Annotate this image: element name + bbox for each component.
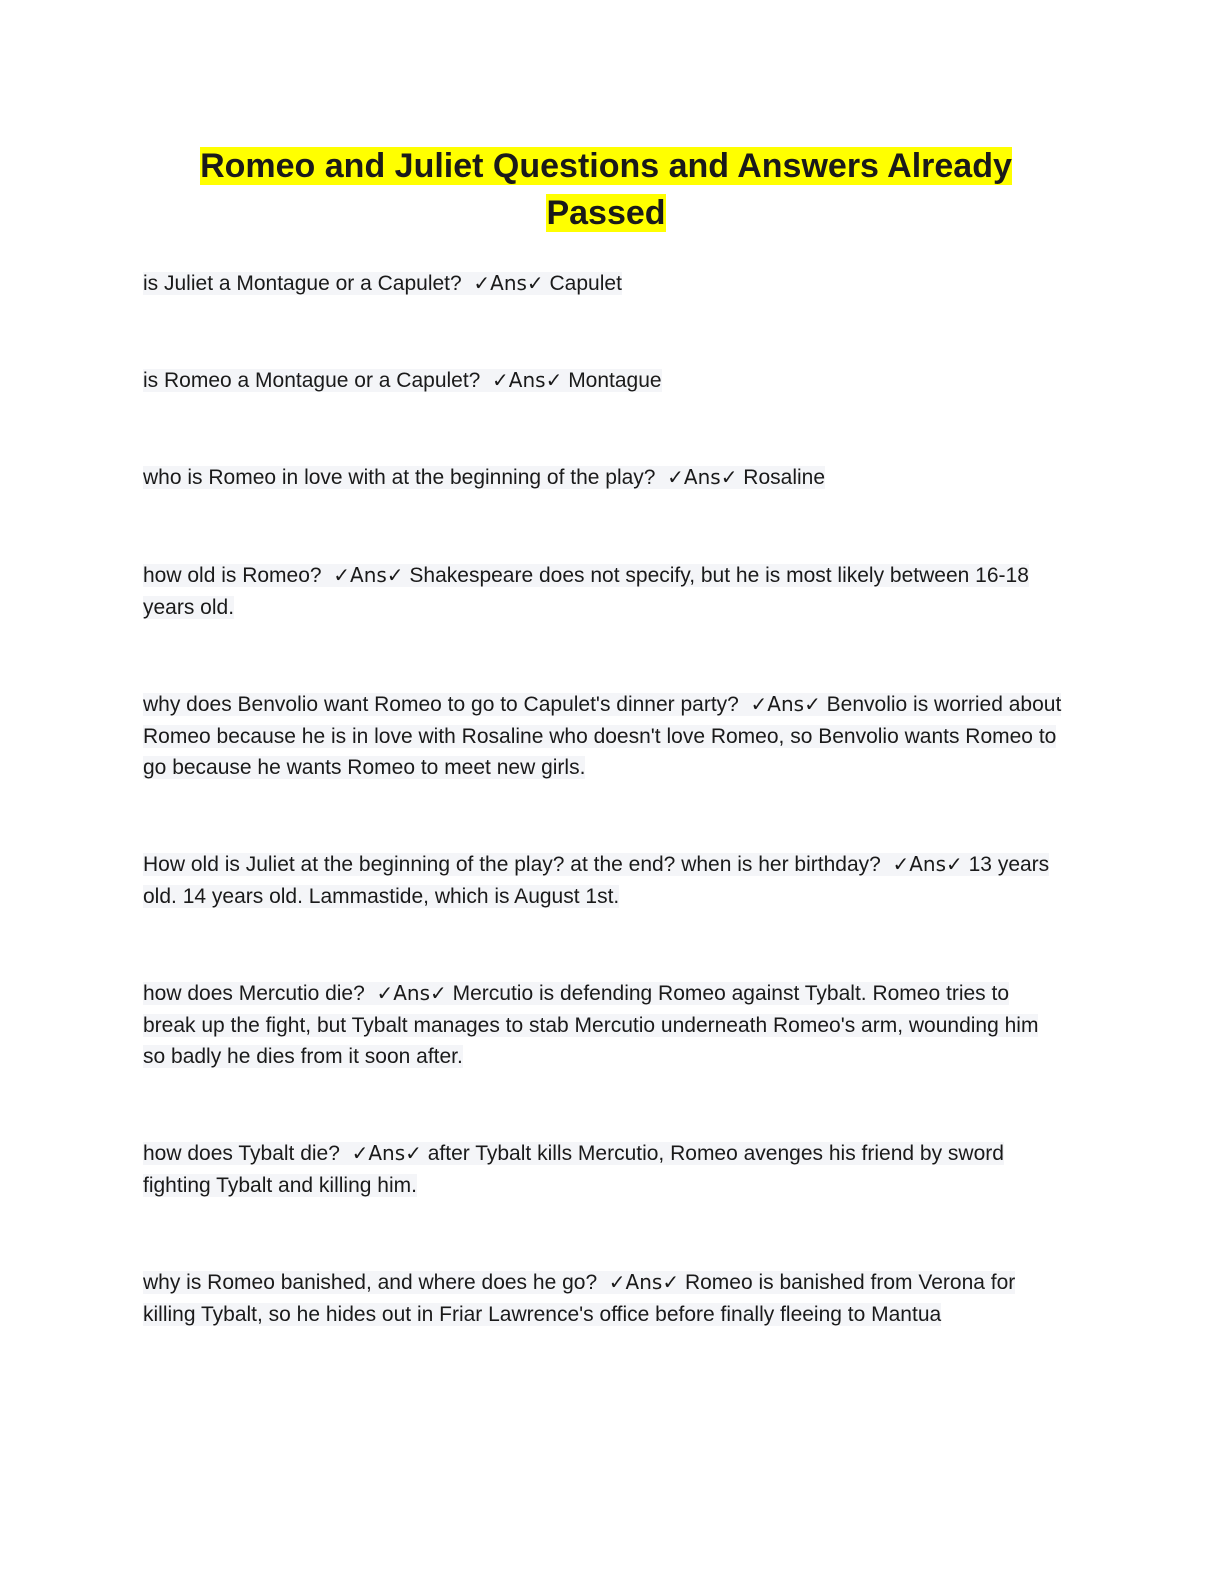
question-text: why is Romeo banished, and where does he go? xyxy=(143,1271,598,1294)
question-text: How old is Juliet at the beginning of the play? at the end? when is her birthday? xyxy=(143,853,881,876)
qa-item-9 xyxy=(143,1267,1063,1330)
answer-text: after Tybalt kills Mercutio, Romeo avenges his friend by sword fighting Tybalt and killing him. xyxy=(143,1142,1004,1197)
answer-text: Capulet xyxy=(549,272,622,295)
answer-marker: ✓Ans✓ xyxy=(892,852,963,876)
answer-marker: ✓Ans✓ xyxy=(667,465,738,489)
question-text: is Romeo a Montague or a Capulet? xyxy=(143,369,481,392)
qa-item-8 xyxy=(143,1138,1063,1201)
qa-item-2 xyxy=(143,365,1063,397)
question-text: how does Tybalt die? xyxy=(143,1142,340,1165)
answer-text: Shakespeare does not specify, but he is most likely between 16-18 years old. xyxy=(143,564,1029,619)
document-title xyxy=(150,143,1062,237)
question-text: who is Romeo in love with at the beginning of the play? xyxy=(143,466,656,489)
question-text: is Juliet a Montague or a Capulet? xyxy=(143,272,462,295)
answer-marker: ✓Ans✓ xyxy=(750,692,821,716)
answer-marker: ✓Ans✓ xyxy=(333,563,404,587)
title-highlight: Romeo and Juliet Questions and Answers Already Passed xyxy=(200,147,1012,232)
answer-text: Rosaline xyxy=(743,466,826,489)
qa-item-1 xyxy=(143,268,1063,300)
qa-item-4 xyxy=(143,560,1063,623)
answer-text: Mercutio is defending Romeo against Tybalt. Romeo tries to break up the fight, but Tybalt manages to stab Mercutio underneath Romeo's arm, wounding him so badly he dies from it soon after. xyxy=(143,982,1039,1068)
answer-marker: ✓Ans✓ xyxy=(473,271,544,295)
qa-item-3 xyxy=(143,462,1063,494)
answer-marker: ✓Ans✓ xyxy=(376,981,447,1005)
question-text: how does Mercutio die? xyxy=(143,982,365,1005)
answer-text: Benvolio is worried about Romeo because he is in love with Rosaline who doesn't love Romeo, so Benvolio wants Romeo to go because he wants Romeo to meet new girls. xyxy=(143,693,1062,779)
answer-text: Montague xyxy=(568,369,662,392)
qa-item-7 xyxy=(143,978,1063,1073)
question-text: why does Benvolio want Romeo to go to Capulet's dinner party? xyxy=(143,693,739,716)
qa-item-6 xyxy=(143,849,1063,912)
answer-marker: ✓Ans✓ xyxy=(492,368,563,392)
answer-marker: ✓Ans✓ xyxy=(351,1141,422,1165)
answer-text: Romeo is banished from Verona for killing Tybalt, so he hides out in Friar Lawrence's office before finally fleeing to Mantua xyxy=(143,1271,1016,1326)
answer-marker: ✓Ans✓ xyxy=(608,1270,680,1294)
answer-text: 13 years old. 14 years old. Lammastide, which is August 1st. xyxy=(143,853,1050,908)
qa-item-5 xyxy=(143,689,1063,784)
question-text: how old is Romeo? xyxy=(143,564,322,587)
